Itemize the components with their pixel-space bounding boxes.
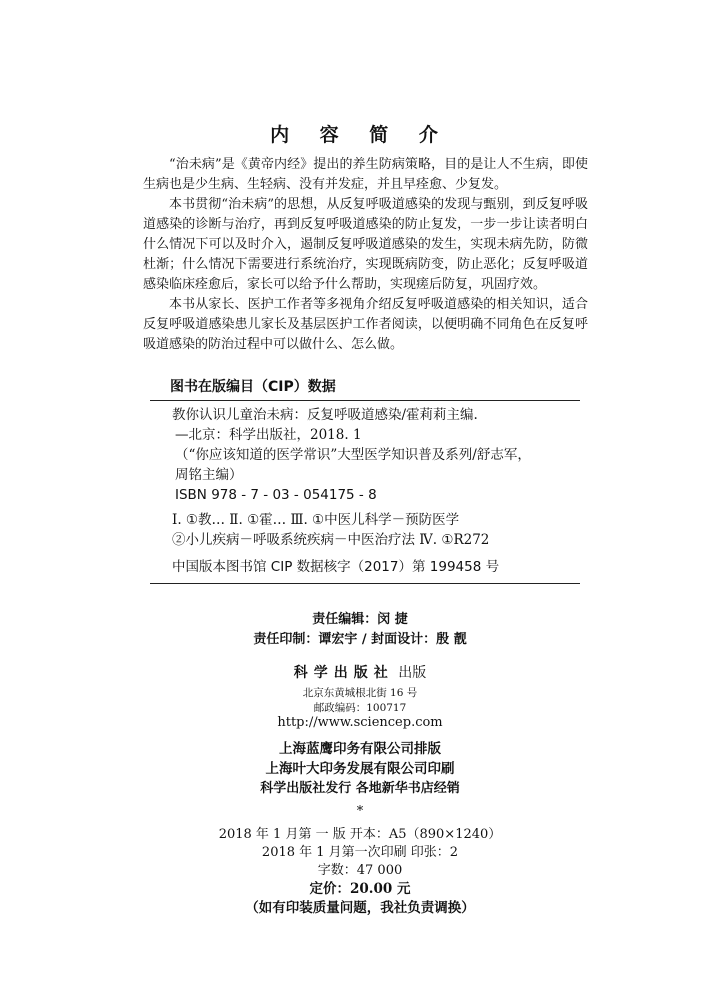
print-and-cover-design: 责任印制：谭宏宇 / 封面设计：殷 靓 [253,632,467,647]
cip-subjects [172,510,572,550]
cip-subject-line: ②小儿疾病－呼吸系统疾病－中医治疗法 Ⅳ. ①R272 [172,532,490,548]
cip-isbn: ISBN 978 - 7 - 03 - 054175 - 8 [175,487,377,503]
word-count: 字数：47 000 [317,863,403,878]
cip-record-line: —北京：科学出版社，2018. 1 [175,427,362,443]
printer: 上海叶大印务发展有限公司印刷 [265,761,455,777]
cip-bottom-rule [150,583,580,584]
cip-subject-line: Ⅰ. ①教… Ⅱ. ①霍… Ⅲ. ①中医儿科学－预防医学 [172,512,460,528]
distribution: 科学出版社发行 各地新华书店经销 [260,781,460,796]
print-line: 2018 年 1 月第一次印刷 印张：2 [261,845,459,860]
separator-asterisk: * [356,804,364,819]
price: 定价：20.00 元 [309,881,411,897]
cip-record-line: 周铭主编） [175,467,243,483]
publisher-suffix: 出版 [398,665,427,681]
quality-notice: （如有印装质量问题，我社负责调换） [245,900,475,916]
cip-record [172,405,572,505]
edition-line: 2018 年 1 月第 一 版 开本：A5（890×1240） [218,827,502,842]
cip-catalog [172,557,572,577]
publisher-line [0,662,720,682]
intro-title: 内 容 简 介 [270,124,450,146]
cip-top-rule [150,400,580,401]
publisher-address: 北京东黄城根北街 16 号 [302,687,418,699]
publisher-postcode: 邮政编码：100717 [313,702,407,714]
intro-paragraph-3: 本书从家长、医护工作者等多视角介绍反复呼吸道感染的相关知识，适合反复呼吸道感染患儿家长及基层医护工作者阅读，以便明确不同角色在反复呼吸道感染的防治过程中可以做什么、怎么做。 [143,297,588,352]
cip-record-line: 教你认识儿童治未病：反复呼吸道感染/霍莉莉主编. [172,407,478,423]
intro-body [143,155,588,355]
typesetter: 上海蓝鹰印务有限公司排版 [279,741,441,757]
responsible-editor: 责任编辑：闵 捷 [312,612,408,627]
publisher-name: 科学出版社 [293,665,394,681]
cip-heading: 图书在版编目（CIP）数据 [170,379,336,395]
intro-paragraph-2: 本书贯彻“治未病”的思想，从反复呼吸道感染的发现与甄别，到反复呼吸道感染的诊断与治疗，再到反复呼吸道感染的防止复发，一步一步让读者明白什么情况下可以及时介入，遏制反复呼吸道感染的发生，实现未病先防，防微杜渐；什么情况下需要进行系统治疗，实现既病防变，防止恶化；反复呼吸道感染临床痊愈后，家长可以给予什么帮助，实现瘥后防复，巩固疗效。 [143,197,588,292]
publisher-website: http://www.sciencep.com [277,715,443,730]
cip-catalog-number: 中国版本图书馆 CIP 数据核字（2017）第 199458 号 [172,559,500,575]
intro-paragraph-1: “治未病”是《黄帝内经》提出的养生防病策略，目的是让人不生病，即使生病也是少生病、生轻病、没有并发症，并且早痊愈、少复发。 [143,157,588,192]
cip-record-line: （“你应该知道的医学常识”大型医学知识普及系列/舒志军， [175,447,531,463]
